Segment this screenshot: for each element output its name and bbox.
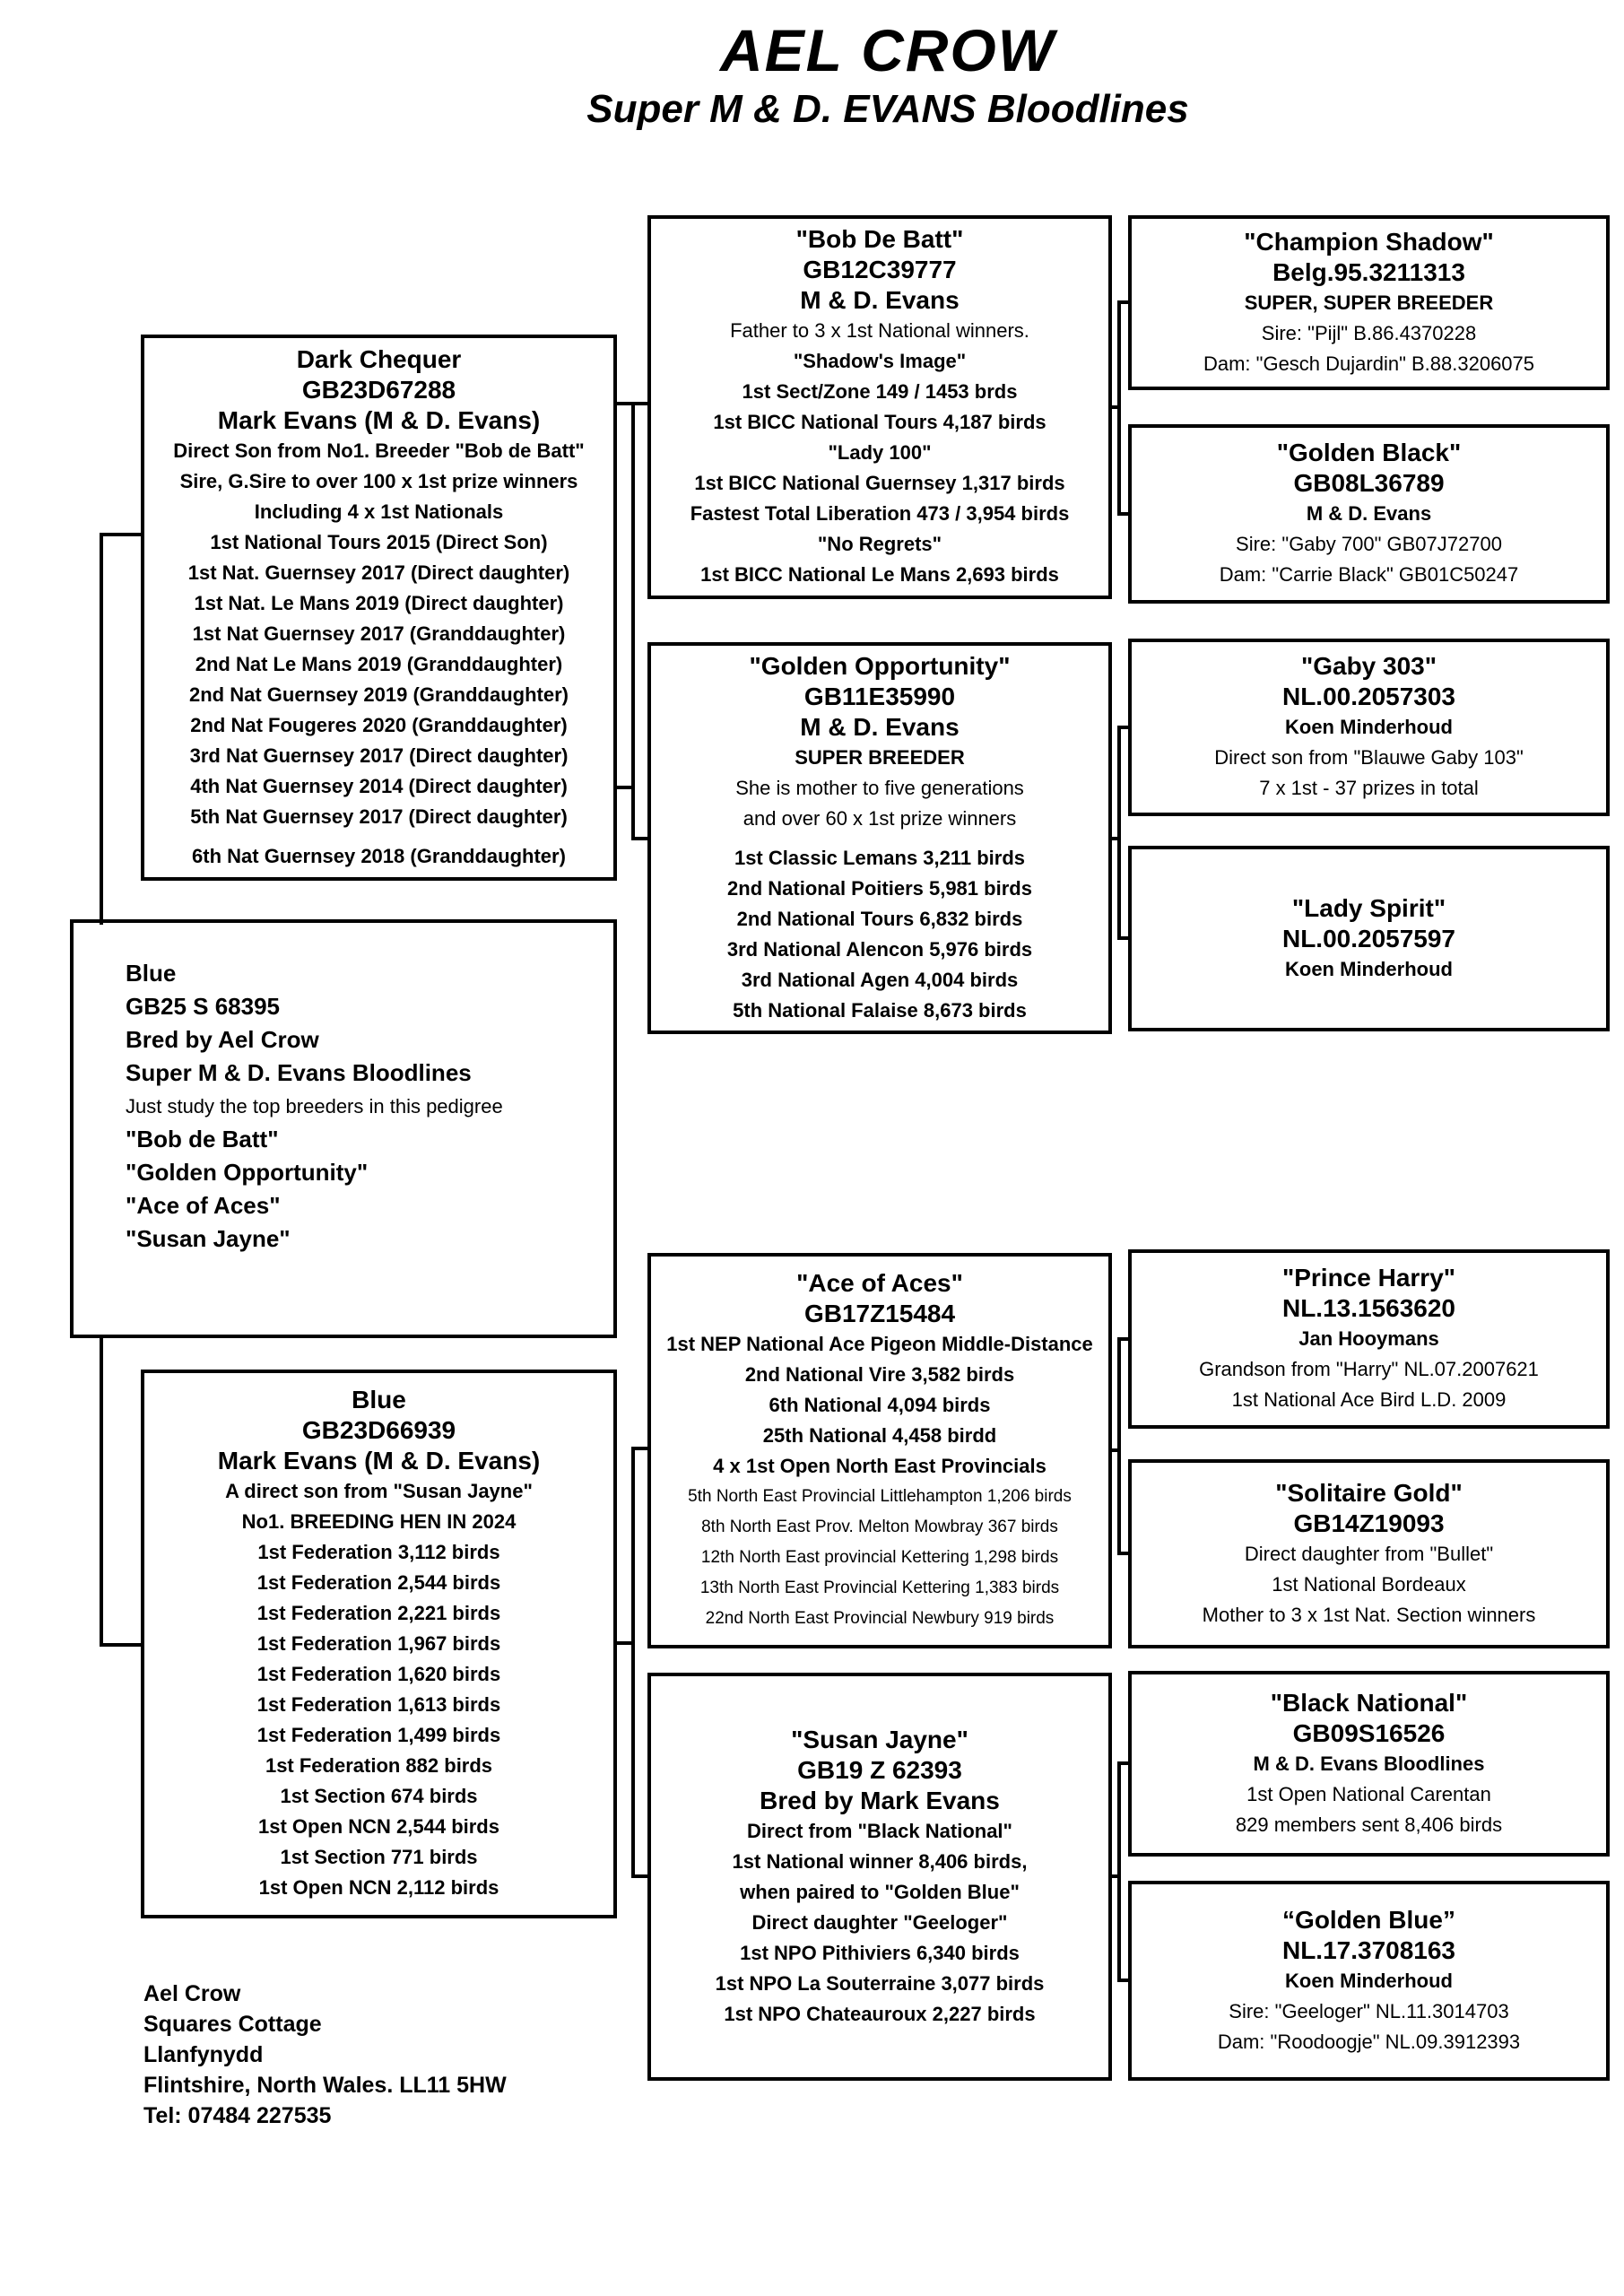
- text-line: 1st NPO Pithiviers 6,340 birds: [740, 1941, 1020, 1964]
- text-line: "Susan Jayne": [126, 1225, 291, 1252]
- text-line: 1st National Ace Bird L.D. 2009: [1231, 1388, 1507, 1411]
- connector-line: [1108, 1874, 1121, 1878]
- text-line: 2nd National Poitiers 5,981 birds: [727, 876, 1032, 900]
- text-line: 5th National Falaise 8,673 birds: [733, 998, 1027, 1022]
- text-line: SUPER, SUPER BREEDER: [1244, 291, 1494, 314]
- text-line: Koen Minderhoud: [1285, 957, 1453, 980]
- text-line: Ael Crow: [143, 1981, 241, 2006]
- text-line: 5th Nat Guernsey 2017 (Direct daughter): [190, 804, 568, 828]
- text-line: 2nd Nat Le Mans 2019 (Granddaughter): [195, 652, 563, 675]
- text-line: GB23D66939: [301, 1416, 456, 1444]
- text-line: 1st Section 771 birds: [280, 1846, 478, 1868]
- text-line: GB25 S 68395: [126, 993, 281, 1020]
- text-line: 1st Federation 1,613 birds: [256, 1693, 501, 1716]
- text-line: Bred by Mark Evans: [760, 1786, 1000, 1814]
- pedigree-box-champion-shadow: [1128, 215, 1610, 390]
- pedigree-box-golden-black: [1128, 424, 1610, 604]
- text-line: "Golden Opportunity": [126, 1159, 369, 1186]
- connector-line: [1117, 300, 1132, 304]
- text-line: GB14Z19093: [1293, 1509, 1445, 1537]
- text-line: 4 x 1st Open North East Provincials: [713, 1454, 1046, 1477]
- text-line: "Golden Black": [1276, 439, 1462, 466]
- text-line: 2nd Nat Fougeres 2020 (Granddaughter): [190, 713, 568, 736]
- pedigree-box-sire-dark-chequer: [141, 335, 617, 881]
- text-line: Koen Minderhoud: [1285, 716, 1453, 738]
- text-line: Direct Son from No1. Breeder "Bob de Batt": [173, 439, 585, 462]
- text-line: "Ace of Aces": [796, 1268, 963, 1297]
- text-line: 13th North East Provincial Kettering 1,383 birds: [699, 1578, 1060, 1597]
- text-line: "Bob De Batt": [795, 225, 964, 253]
- text-line: 22nd North East Provincial Newbury 919 birds: [705, 1608, 1055, 1628]
- text-line: "Ace of Aces": [126, 1192, 281, 1219]
- text-line: 1st Classic Lemans 3,211 birds: [734, 846, 1026, 869]
- pedigree-box-solitaire-gold: [1128, 1459, 1610, 1648]
- connector-line: [100, 1643, 144, 1647]
- connector-line: [1117, 1337, 1121, 1555]
- text-line: "Lady 100": [828, 441, 932, 464]
- pedigree-box-black-national: [1128, 1671, 1610, 1857]
- text-line: She is mother to five generations: [735, 776, 1024, 799]
- text-line: 1st National Bordeaux: [1272, 1572, 1466, 1596]
- connector-line: [1117, 1337, 1132, 1341]
- text-line: Dam: "Gesch Dujardin" B.88.3206075: [1203, 352, 1535, 375]
- pedigree-box-prince-harry: [1128, 1249, 1610, 1429]
- text-line: GB12C39777: [803, 256, 957, 283]
- text-line: 1st Nat. Le Mans 2019 (Direct daughter): [194, 591, 564, 614]
- text-line: 1st NPO Chateauroux 2,227 birds: [724, 2002, 1036, 2025]
- text-line: 1st Section 674 birds: [280, 1785, 478, 1807]
- text-line: NL.13.1563620: [1281, 1294, 1456, 1322]
- text-line: 1st Federation 3,112 birds: [257, 1541, 500, 1563]
- text-line: 4th Nat Guernsey 2014 (Direct daughter): [190, 774, 568, 797]
- text-line: "No Regrets": [817, 533, 942, 555]
- pedigree-box-golden-blue: [1128, 1881, 1610, 2081]
- connector-line: [1108, 1448, 1121, 1452]
- connector-line: [1117, 512, 1132, 516]
- text-line: GB11E35990: [803, 682, 956, 710]
- text-line: Father to 3 x 1st National winners.: [730, 319, 1029, 342]
- text-line: 3rd Nat Guernsey 2017 (Direct daughter): [189, 744, 569, 767]
- page-subtitle: Super M & D. EVANS Bloodlines: [586, 87, 1189, 132]
- text-line: Dark Chequer: [296, 344, 462, 373]
- text-line: 1st Federation 2,221 birds: [256, 1602, 501, 1624]
- text-line: 6th National 4,094 birds: [769, 1393, 991, 1416]
- text-line: 12th North East provincial Kettering 1,298 birds: [700, 1547, 1059, 1567]
- text-line: M & D. Evans Bloodlines: [1253, 1752, 1485, 1775]
- text-line: 1st Nat Guernsey 2017 (Granddaughter): [192, 622, 566, 645]
- text-line: Llanfynydd: [143, 2042, 264, 2067]
- text-line: No1. BREEDING HEN IN 2024: [241, 1510, 517, 1533]
- text-line: GB09S16526: [1292, 1718, 1446, 1747]
- text-line: GB23D67288: [301, 375, 456, 404]
- text-line: Direct from "Black National": [747, 1819, 1012, 1842]
- text-line: Bred by Ael Crow: [126, 1026, 319, 1053]
- text-line: 1st Federation 2,544 birds: [256, 1571, 501, 1594]
- text-line: 1st National winner 8,406 birds,: [732, 1849, 1028, 1873]
- loft-address: [143, 1979, 507, 2131]
- text-line: Sire: "Geeloger" NL.11.3014703: [1229, 1999, 1509, 2022]
- connector-line: [631, 837, 651, 840]
- text-line: "Golden Opportunity": [749, 651, 1011, 680]
- connector-line: [100, 1335, 103, 1647]
- text-line: Super M & D. Evans Bloodlines: [126, 1059, 472, 1086]
- connector-line: [1117, 726, 1132, 729]
- text-line: Mark Evans (M & D. Evans): [217, 405, 541, 434]
- page-title: AEL CROW: [719, 17, 1056, 83]
- text-line: Squares Cottage: [143, 2012, 322, 2037]
- text-line: Belg.95.3211313: [1272, 257, 1465, 286]
- pedigree-box-golden-opportunity: [647, 642, 1112, 1034]
- text-line: 1st NEP National Ace Pigeon Middle-Distance: [666, 1332, 1093, 1355]
- connector-line: [1117, 1979, 1132, 1982]
- text-line: Sire: "Gaby 700" GB07J72700: [1236, 533, 1502, 555]
- text-line: Flintshire, North Wales. LL11 5HW: [143, 2073, 507, 2098]
- text-line: NL.00.2057597: [1281, 924, 1456, 952]
- text-line: Koen Minderhoud: [1285, 1969, 1453, 1992]
- text-line: 2nd Nat Guernsey 2019 (Granddaughter): [189, 683, 569, 706]
- text-line: 3rd National Agen 4,004 birds: [741, 968, 1019, 991]
- text-line: Grandson from "Harry" NL.07.2007621: [1199, 1358, 1539, 1380]
- text-line: 5th North East Provincial Littlehampton 1,206 birds: [688, 1486, 1072, 1506]
- text-line: 1st Open National Carentan: [1246, 1782, 1491, 1805]
- text-line: A direct son from "Susan Jayne": [225, 1480, 533, 1502]
- text-line: 2nd National Tours 6,832 birds: [736, 907, 1023, 930]
- text-line: Just study the top breeders in this pedigree: [126, 1095, 503, 1118]
- text-line: Including 4 x 1st Nationals: [254, 500, 504, 523]
- text-line: GB19 Z 62393: [797, 1755, 962, 1784]
- text-line: "Bob de Batt": [126, 1126, 279, 1152]
- connector-line: [615, 402, 651, 405]
- text-line: "Shadow's Image": [793, 350, 967, 372]
- connector-line: [631, 1447, 635, 1878]
- text-line: M & D. Evans: [800, 286, 960, 314]
- connector-line: [631, 1447, 651, 1450]
- connector-line: [1117, 1761, 1132, 1765]
- text-line: Fastest Total Liberation 473 / 3,954 birds: [690, 502, 1070, 525]
- text-line: 1st National Tours 2015 (Direct Son): [210, 530, 548, 553]
- text-line: "Susan Jayne": [791, 1725, 968, 1753]
- connector-line: [1117, 1552, 1132, 1555]
- text-line: 1st Federation 1,499 birds: [256, 1724, 501, 1746]
- connector-line: [100, 533, 144, 536]
- text-line: GB08L36789: [1293, 469, 1445, 497]
- text-line: 1st BICC National Guernsey 1,317 birds: [694, 472, 1065, 494]
- text-line: "Solitaire Gold": [1275, 1478, 1463, 1507]
- text-line: 25th National 4,458 birdd: [762, 1423, 997, 1447]
- text-line: GB17Z15484: [803, 1299, 956, 1327]
- text-line: 8th North East Prov. Melton Mowbray 367 birds: [701, 1517, 1058, 1536]
- pedigree-box-subject-blue: [70, 919, 617, 1338]
- connector-line: [631, 402, 635, 840]
- connector-line: [615, 786, 635, 789]
- pedigree-box-bob-de-batt: [647, 215, 1112, 599]
- pedigree-box-lady-spirit: [1128, 846, 1610, 1031]
- text-line: 829 members sent 8,406 birds: [1235, 1813, 1503, 1836]
- text-line: "Black National": [1270, 1688, 1468, 1717]
- text-line: "Lady Spirit": [1291, 893, 1446, 922]
- text-line: 1st Nat. Guernsey 2017 (Direct daughter): [187, 561, 570, 584]
- text-line: Direct daughter "Geeloger": [751, 1910, 1008, 1934]
- text-line: 7 x 1st - 37 prizes in total: [1259, 777, 1479, 799]
- text-line: when paired to "Golden Blue": [740, 1880, 1020, 1903]
- connector-line: [1108, 837, 1121, 840]
- text-line: Blue: [126, 960, 177, 987]
- text-line: Direct son from "Blauwe Gaby 103": [1214, 746, 1524, 769]
- text-line: and over 60 x 1st prize winners: [743, 806, 1017, 830]
- text-line: Dam: "Carrie Black" GB01C50247: [1219, 563, 1519, 586]
- text-line: 1st Federation 1,620 birds: [256, 1663, 501, 1685]
- text-line: 1st BICC National Tours 4,187 birds: [713, 411, 1046, 433]
- text-line: Direct daughter from "Bullet": [1244, 1542, 1494, 1565]
- text-line: Mother to 3 x 1st Nat. Section winners: [1202, 1603, 1536, 1626]
- text-line: 1st BICC National Le Mans 2,693 birds: [700, 563, 1059, 586]
- title-block: [493, 17, 1282, 132]
- text-line: "Prince Harry": [1281, 1264, 1456, 1292]
- text-line: Dam: "Roodoogje" NL.09.3912393: [1217, 2030, 1521, 2053]
- text-line: SUPER BREEDER: [795, 745, 965, 769]
- connector-line: [1117, 726, 1121, 940]
- text-line: 2nd National Vire 3,582 birds: [744, 1362, 1015, 1386]
- text-line: 1st Open NCN 2,544 birds: [258, 1815, 499, 1838]
- text-line: “Golden Blue”: [1282, 1905, 1455, 1934]
- text-line: Jan Hooymans: [1298, 1327, 1439, 1350]
- connector-line: [613, 1641, 635, 1645]
- text-line: Blue: [352, 1386, 406, 1413]
- text-line: Sire, G.Sire to over 100 x 1st prize winners: [179, 469, 578, 492]
- text-line: M & D. Evans: [800, 712, 960, 741]
- connector-line: [100, 533, 103, 925]
- text-line: "Champion Shadow": [1244, 227, 1494, 256]
- text-line: "Gaby 303": [1300, 652, 1437, 680]
- connector-line: [1117, 1761, 1121, 1982]
- connector-line: [1108, 405, 1121, 409]
- connector-line: [631, 1874, 651, 1878]
- text-line: M & D. Evans: [1306, 502, 1432, 525]
- pedigree-box-dam-blue: [141, 1370, 617, 1918]
- pedigree-box-ace-of-aces: [647, 1253, 1112, 1648]
- text-line: 1st NPO La Souterraine 3,077 birds: [715, 1971, 1045, 1995]
- text-line: 1st Federation 882 birds: [265, 1754, 493, 1777]
- text-line: Tel: 07484 227535: [143, 2103, 332, 2128]
- text-line: 6th Nat Guernsey 2018 (Granddaughter): [192, 844, 566, 867]
- text-line: 1st Open NCN 2,112 birds: [258, 1876, 499, 1899]
- pedigree-box-gaby-303: [1128, 639, 1610, 816]
- connector-line: [1117, 936, 1132, 940]
- text-line: Sire: "Pijl" B.86.4370228: [1261, 321, 1477, 344]
- text-line: NL.17.3708163: [1281, 1935, 1456, 1964]
- text-line: NL.00.2057303: [1281, 683, 1456, 710]
- pedigree-box-susan-jayne: [647, 1673, 1112, 2081]
- text-line: Mark Evans (M & D. Evans): [217, 1447, 541, 1474]
- text-line: 1st Federation 1,967 birds: [256, 1632, 501, 1655]
- text-line: 1st Sect/Zone 149 / 1453 brds: [742, 380, 1018, 403]
- text-line: 3rd National Alencon 5,976 birds: [726, 937, 1033, 961]
